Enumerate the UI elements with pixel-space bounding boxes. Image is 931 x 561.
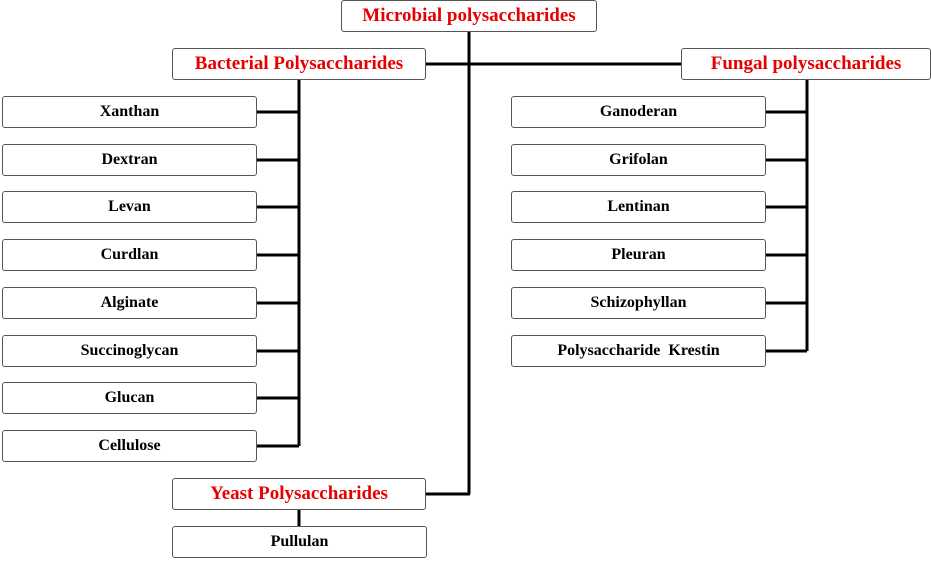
bacterial-header: Bacterial Polysaccharides xyxy=(172,48,426,80)
fungal-item: Lentinan xyxy=(511,191,766,223)
yeast-item: Pullulan xyxy=(172,526,427,558)
bacterial-item: Xanthan xyxy=(2,96,257,128)
root-node: Microbial polysaccharides xyxy=(341,0,597,32)
bacterial-item: Levan xyxy=(2,191,257,223)
bacterial-item: Alginate xyxy=(2,287,257,319)
fungal-item: Grifolan xyxy=(511,144,766,176)
fungal-item: Ganoderan xyxy=(511,96,766,128)
fungal-header: Fungal polysaccharides xyxy=(681,48,931,80)
fungal-item: Polysaccharide Krestin xyxy=(511,335,766,367)
bacterial-item: Curdlan xyxy=(2,239,257,271)
bacterial-item: Succinoglycan xyxy=(2,335,257,367)
fungal-item: Pleuran xyxy=(511,239,766,271)
bacterial-item: Cellulose xyxy=(2,430,257,462)
yeast-header: Yeast Polysaccharides xyxy=(172,478,426,510)
bacterial-item: Glucan xyxy=(2,382,257,414)
bacterial-item: Dextran xyxy=(2,144,257,176)
fungal-item: Schizophyllan xyxy=(511,287,766,319)
